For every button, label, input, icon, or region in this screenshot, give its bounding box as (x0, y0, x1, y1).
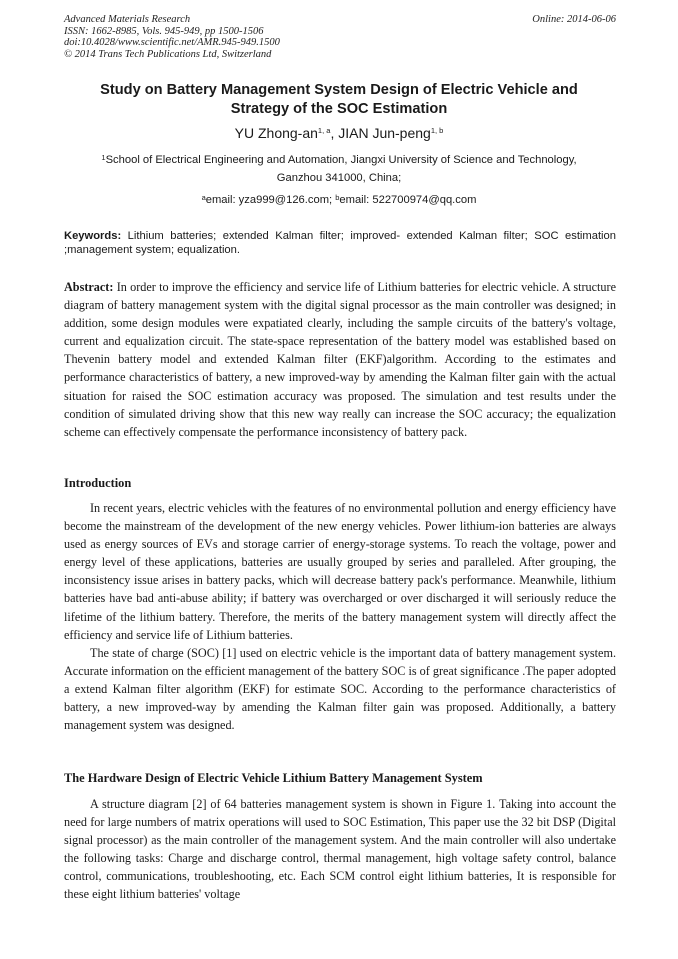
copyright-line: © 2014 Trans Tech Publications Ltd, Switzerland (64, 48, 272, 60)
author-list (40, 124, 638, 142)
keywords-block (64, 230, 616, 257)
author-1-sup: 1, a (317, 126, 331, 135)
abstract-text: In order to improve the efficiency and service life of Lithium batteries for electric vehicle. A structure diagram of battery management system with the digital signal processor as the main controller was designed; in addition, some design modules were expatiated clearly, including the sample circuits of the battery's voltage, current and equalization circuit. The state-space representation of the battery model was established based on Thevenin battery model and extended Kalman filter (EKF)algorithm. According to the estimates and performance characteristics of battery, a new improved-way by amending the Kalman filter gain with the actual situation for raised the SOC estimation accuracy was proposed. The simulation and test results under the condition of simulated driving show that this new way really can increase the SOC accuracy; the equalization scheme can effectively compensate the performance inconsistency of battery pack. (64, 280, 616, 439)
email-a-sup: a (201, 193, 206, 202)
email-b-sup: b (335, 193, 340, 202)
author-1: YU Zhong-an (234, 125, 318, 141)
affiliation-line-2: Ganzhou 341000, China; (276, 172, 402, 184)
email-b: email: 522700974@qq.com (339, 194, 477, 206)
doi-line: doi:10.4028/www.scientific.net/AMR.945-949.1500 (64, 37, 280, 48)
paper-title (40, 81, 638, 119)
title-line-1: Study on Battery Management System Design of Electric Vehicle and (100, 82, 578, 98)
hardware-heading: The Hardware Design of Electric Vehicle Lithium Battery Management System (64, 771, 483, 785)
intro-paragraph-2: The state of charge (SOC) [1] used on electric vehicle is the important data of battery management system. Accurate information on the efficient management of the battery SOC is of great significance .The paper adopted a extend Kalman filter algorithm (EKF) for estimate SOC. According to the performance characteristics of battery, a new improved-way by amending the Kalman filter gain was proposed. Additionally, a battery management system was designed. (64, 645, 616, 733)
introduction-body (64, 499, 616, 734)
hardware-body (64, 795, 616, 904)
intro-paragraph-1: In recent years, electric vehicles with the features of no environmental pollution and energy efficiency have become the mainstream of the development of the new energy vehicles. Power lithium-ion batteries are always used as energy sources of EVs and storage carrier of energy-storage systems. To reach the voltage, power and energy level of these applications, batteries are usually grouped by series and paralleled. After grouping, the inconsistency issue arises in battery packs, which will decrease battery pack's performance. Meanwhile, lithium batteries have bad anti-abuse ability; if battery was overcharged or over discharged it will seriously reduce the lifetime of the lithium battery. Therefore, the merits of the battery management system will directly affect the efficiency and service life of Lithium batteries. (64, 501, 616, 642)
abstract-block (64, 278, 616, 441)
journal-header (64, 14, 616, 60)
title-line-2: Strategy of the SOC Estimation (230, 101, 448, 117)
author-emails (40, 192, 638, 208)
hardware-paragraph-1: A structure diagram [2] of 64 batteries management system is shown in Figure 1. Taking into account the need for large numbers of matrix operations will used to SOC Estimation, This paper use the 32 bit DSP (Digital signal processor) as the main controller of the management system. And the main controller will also undertake the following tasks: Charge and discharge control, thermal management, high voltage safety control, balance control, communications, troubleshooting, etc. Each SCM control eight lithium batteries, It is responsible for these eight lithium batteries' voltage (64, 797, 616, 902)
author-2: JIAN Jun-peng (338, 125, 431, 141)
journal-name: Advanced Materials Research (64, 14, 191, 25)
issn-line: ISSN: 1662-8985, Vols. 945-949, pp 1500-1506 (64, 25, 264, 37)
affiliation-line-1: School of Electrical Engineering and Automation, Jiangxi University of Science and Technology, (105, 154, 577, 166)
author-separator: , (330, 125, 339, 141)
affiliation-sup: 1 (101, 153, 106, 162)
affiliation (56, 151, 622, 187)
introduction-heading: Introduction (64, 476, 132, 490)
keywords-label: Keywords: (64, 230, 122, 242)
keywords-text: Lithium batteries; extended Kalman filter; improved- extended Kalman filter; SOC estimation ;management system; equalization. (64, 230, 616, 256)
abstract-label: Abstract: (64, 280, 114, 294)
author-2-sup: 1, b (430, 126, 444, 135)
online-date: Online: 2014-06-06 (532, 14, 616, 25)
email-a: email: yza999@126.com; (205, 194, 336, 206)
